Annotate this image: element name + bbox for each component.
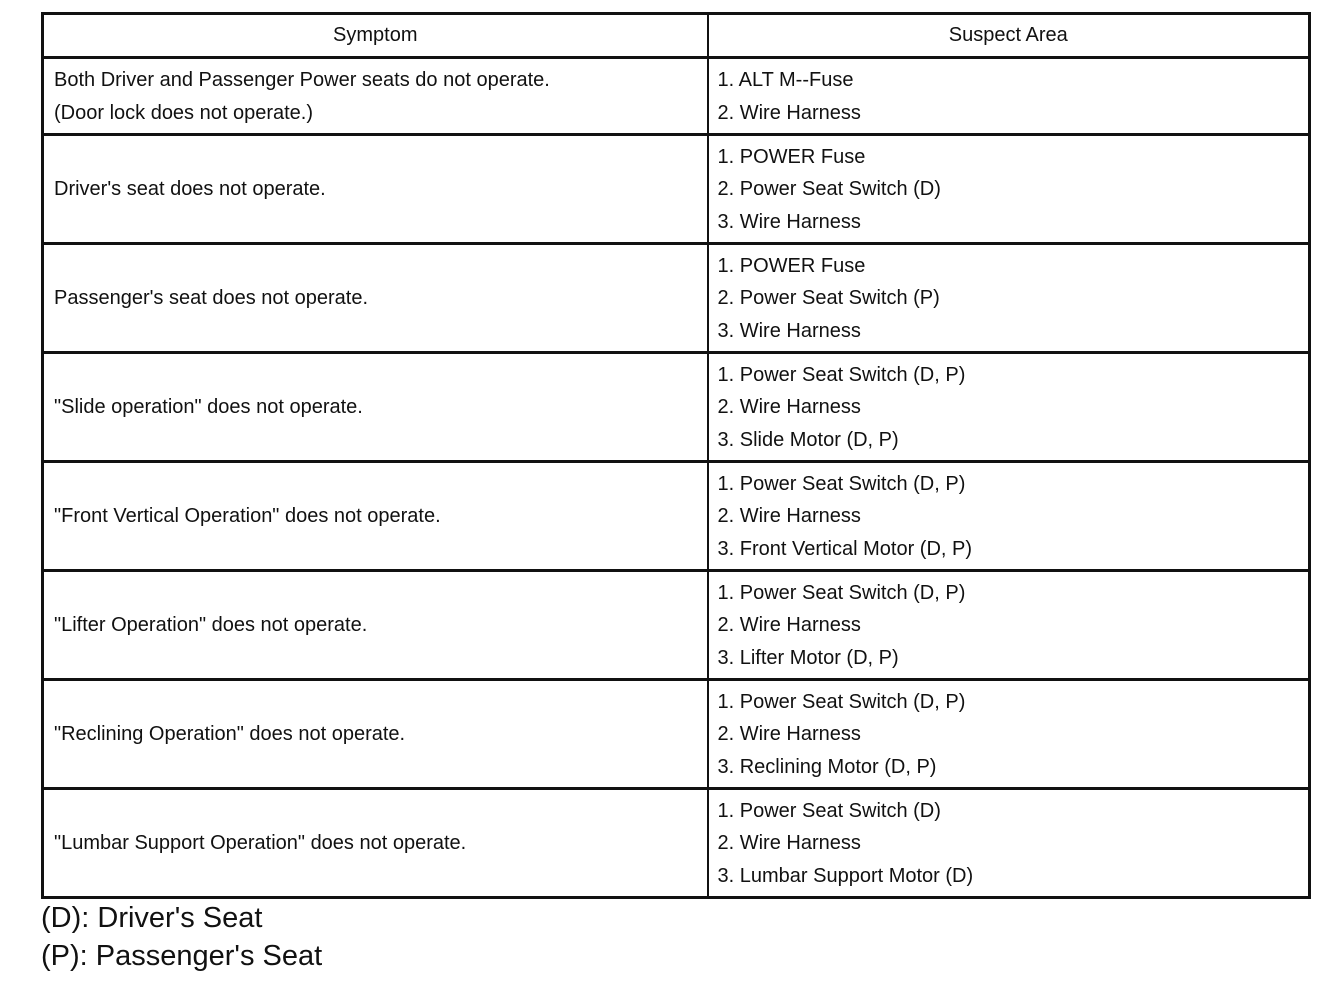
suspect-item: 1. POWER Fuse: [717, 145, 866, 168]
symptom-text: "Reclining Operation" does not operate.: [54, 722, 406, 745]
symptom-text: Passenger's seat does not operate.: [54, 286, 369, 309]
legend-passenger: (P): Passenger's Seat: [41, 940, 323, 972]
suspect-item: 1. Power Seat Switch (D, P): [717, 581, 966, 604]
suspect-area-cell: [708, 244, 1310, 353]
suspect-item: 1. Power Seat Switch (D, P): [717, 363, 966, 386]
suspect-area-cell: [708, 789, 1310, 898]
suspect-item: 2. Power Seat Switch (D): [717, 178, 941, 201]
symptom-text: "Front Vertical Operation" does not operate.: [54, 504, 441, 527]
suspect-item: 1. Power Seat Switch (D, P): [717, 472, 966, 495]
symptom-cell: [43, 462, 708, 571]
suspect-item: 3. Wire Harness: [717, 210, 861, 233]
legend: [41, 899, 322, 975]
suspect-item: 1. ALT M--Fuse: [717, 69, 854, 91]
suspect-item: 3. Front Vertical Motor (D, P): [717, 537, 973, 560]
suspect-area-cell: [708, 135, 1310, 244]
symptom-text: "Lifter Operation" does not operate.: [54, 613, 368, 636]
symptom-column-header: Symptom: [43, 14, 708, 58]
table-row: [43, 571, 1310, 680]
suspect-item: 3. Wire Harness: [717, 319, 861, 342]
suspect-item: 2. Power Seat Switch (P): [717, 287, 940, 310]
symptom-text: "Lumbar Support Operation" does not operate.: [54, 831, 467, 854]
symptom-cell: [43, 571, 708, 680]
suspect-area-cell: [708, 571, 1310, 680]
legend-driver: (D): Driver's Seat: [41, 902, 263, 934]
symptom-cell: [43, 789, 708, 898]
suspect-area-cell: [708, 58, 1310, 135]
symptom-text: (Door lock does not operate.): [54, 101, 314, 124]
suspect-item: 1. Power Seat Switch (D): [717, 799, 941, 822]
symptom-text: Driver's seat does not operate.: [54, 177, 326, 200]
suspect-item: 2. Wire Harness: [717, 614, 861, 637]
suspect-area-cell: [708, 353, 1310, 462]
suspect-item: 3. Slide Motor (D, P): [717, 428, 899, 451]
troubleshooting-sheet: [41, 12, 1308, 899]
suspect-item: 3. Lumbar Support Motor (D): [717, 864, 974, 887]
suspect-item: 2. Wire Harness: [717, 832, 861, 855]
symptom-text: "Slide operation" does not operate.: [54, 395, 363, 418]
suspect-item: 3. Lifter Motor (D, P): [717, 646, 899, 669]
table-row: [43, 58, 1310, 135]
suspect-area-column-header: Suspect Area: [708, 14, 1310, 58]
symptom-cell: [43, 353, 708, 462]
suspect-item: 2. Wire Harness: [717, 101, 861, 124]
symptom-cell: [43, 244, 708, 353]
suspect-item: 2. Wire Harness: [717, 723, 861, 746]
suspect-item: 3. Reclining Motor (D, P): [717, 755, 937, 778]
symptom-cell: [43, 680, 708, 789]
suspect-item: 1. Power Seat Switch (D, P): [717, 690, 966, 713]
suspect-area-cell: [708, 462, 1310, 571]
table-row: [43, 789, 1310, 898]
table-row: [43, 135, 1310, 244]
suspect-item: 2. Wire Harness: [717, 505, 861, 528]
table-row: [43, 462, 1310, 571]
table-header-row: [43, 14, 1310, 58]
table-row: [43, 244, 1310, 353]
symptom-table: [41, 12, 1311, 899]
table-row: [43, 353, 1310, 462]
suspect-item: 2. Wire Harness: [717, 396, 861, 419]
table-row: [43, 680, 1310, 789]
symptom-cell: [43, 58, 708, 135]
symptom-text: Both Driver and Passenger Power seats do not operate.: [54, 69, 550, 91]
symptom-cell: [43, 135, 708, 244]
suspect-area-cell: [708, 680, 1310, 789]
suspect-item: 1. POWER Fuse: [717, 254, 866, 277]
